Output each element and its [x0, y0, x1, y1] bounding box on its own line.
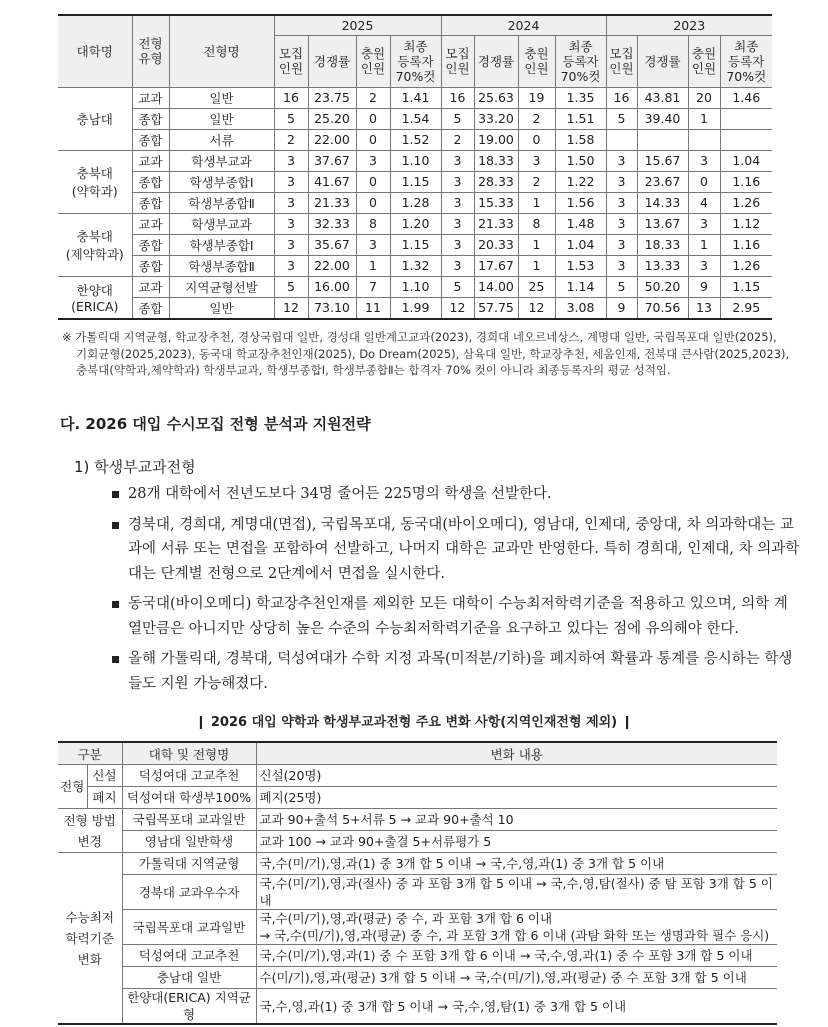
- change-cell: 폐지(25명): [256, 787, 777, 809]
- footnote-line: 기회균형(2025,2023), 동국대 학교장추천인재(2025), Do Dream(2025), 삼육대 일반, 학교장추천, 세움인재, 전북대 큰사람(2025,2023),: [76, 346, 790, 361]
- value-cell: 39.40: [637, 108, 688, 129]
- value-cell: 3: [274, 255, 308, 276]
- value-cell: [720, 129, 772, 150]
- admission-results-table: [58, 14, 772, 320]
- header-category: 구분: [58, 742, 122, 765]
- change-cell: 국,수(미/기),영,과(1) 중 3개 합 5 이내 → 국,수,영,과(1) 중 3개 합 5 이내: [256, 853, 777, 875]
- type-cell: 종합: [132, 192, 169, 213]
- value-cell: 0: [356, 129, 390, 150]
- value-cell: 1.58: [555, 129, 606, 150]
- change-cell: 신설(20명): [256, 765, 777, 787]
- univ-cell: 충남대: [58, 87, 132, 150]
- value-cell: 3: [606, 234, 637, 255]
- value-cell: 1: [518, 234, 555, 255]
- value-cell: 1.14: [555, 276, 606, 297]
- value-cell: 13.67: [637, 213, 688, 234]
- value-cell: 28.33: [474, 171, 518, 192]
- table-row: [58, 150, 772, 171]
- name-cell: 학생부종합Ⅱ: [169, 192, 274, 213]
- value-cell: 1.56: [555, 192, 606, 213]
- bullet-text: 28개 대학에서 전년도보다 34명 줄어든 225명의 학생을 선발한다.: [128, 486, 552, 502]
- table-row: [58, 945, 777, 967]
- value-cell: 1: [518, 192, 555, 213]
- table-header-row: [58, 742, 777, 765]
- value-cell: 23.67: [637, 171, 688, 192]
- change-cell: 교과 90+출석 5+서류 5 → 교과 90+출석 10: [256, 809, 777, 831]
- univ-cell: 덕성여대 고교추천: [122, 765, 256, 787]
- header-sub: 충원 인원: [356, 35, 390, 87]
- header-row-years: [58, 15, 772, 35]
- name-cell: 지역균형선발: [169, 276, 274, 297]
- value-cell: 11: [356, 297, 390, 319]
- value-cell: 1.52: [390, 129, 441, 150]
- value-cell: 41.67: [308, 171, 356, 192]
- type-cell: 종합: [132, 234, 169, 255]
- value-cell: 14.00: [474, 276, 518, 297]
- value-cell: 3: [274, 192, 308, 213]
- table-row: [58, 276, 772, 297]
- value-cell: 1.10: [390, 150, 441, 171]
- value-cell: 3: [688, 255, 720, 276]
- value-cell: 0: [688, 171, 720, 192]
- name-cell: 학생부교과: [169, 213, 274, 234]
- value-cell: 3: [688, 213, 720, 234]
- value-cell: 2: [518, 108, 555, 129]
- value-cell: 3: [441, 171, 474, 192]
- header-sub: 경쟁률: [474, 35, 518, 87]
- header-type: 전형 유형: [132, 15, 169, 87]
- value-cell: 1.10: [390, 276, 441, 297]
- name-cell: 학생부종합Ⅰ: [169, 171, 274, 192]
- value-cell: 18.33: [637, 234, 688, 255]
- type-cell: 교과: [132, 213, 169, 234]
- table-row: [58, 213, 772, 234]
- value-cell: 0: [518, 129, 555, 150]
- value-cell: 12: [274, 297, 308, 319]
- value-cell: 3: [606, 150, 637, 171]
- value-cell: 5: [606, 108, 637, 129]
- bullet-item: [110, 592, 800, 641]
- value-cell: 3: [688, 150, 720, 171]
- value-cell: 3: [606, 192, 637, 213]
- value-cell: 1.46: [720, 87, 772, 108]
- value-cell: [637, 129, 688, 150]
- table-row: [58, 787, 777, 809]
- value-cell: 1.22: [555, 171, 606, 192]
- value-cell: 14.33: [637, 192, 688, 213]
- type-cell: 종합: [132, 255, 169, 276]
- value-cell: 1.32: [390, 255, 441, 276]
- change-cell: 수(미/기),영,과(평균) 3개 합 5 이내 → 국,수(미/기),영,과(평균) 중 수 포함 3개 합 5 이내: [256, 967, 777, 989]
- value-cell: 1.15: [720, 276, 772, 297]
- univ-cell: 경북대 교과우수자: [122, 875, 256, 910]
- subsection-title: 1) 학생부교과전형: [74, 458, 196, 476]
- value-cell: 1.48: [555, 213, 606, 234]
- value-cell: 32.33: [308, 213, 356, 234]
- subcategory-cell: 신설: [87, 765, 122, 787]
- change-cell: 국,수(미/기),영,과(절사) 중 과 포함 3개 합 5 이내 → 국,수,영,탐(절사) 중 탐 포함 3개 합 5 이내: [256, 875, 777, 910]
- table-row: [58, 87, 772, 108]
- type-cell: 교과: [132, 87, 169, 108]
- value-cell: 13.33: [637, 255, 688, 276]
- value-cell: 22.00: [308, 129, 356, 150]
- value-cell: 1.20: [390, 213, 441, 234]
- table-row: [58, 171, 772, 192]
- univ-cell: 국립목포대 교과일반: [122, 910, 256, 945]
- value-cell: 21.33: [308, 192, 356, 213]
- value-cell: 25.20: [308, 108, 356, 129]
- bullet-item: [110, 482, 800, 507]
- header-name: 전형명: [169, 15, 274, 87]
- value-cell: 3: [274, 171, 308, 192]
- type-cell: 종합: [132, 108, 169, 129]
- header-sub: 모집 인원: [274, 35, 308, 87]
- value-cell: 73.10: [308, 297, 356, 319]
- value-cell: 3: [274, 234, 308, 255]
- value-cell: 1.12: [720, 213, 772, 234]
- value-cell: 15.67: [637, 150, 688, 171]
- type-cell: 종합: [132, 129, 169, 150]
- square-bullet-icon: [112, 491, 119, 498]
- table-row: [58, 875, 777, 910]
- value-cell: 20.33: [474, 234, 518, 255]
- value-cell: 3: [606, 255, 637, 276]
- univ-cell: 덕성여대 학생부100%: [122, 787, 256, 809]
- value-cell: 12: [518, 297, 555, 319]
- header-year: 2025: [274, 15, 441, 35]
- value-cell: [720, 108, 772, 129]
- value-cell: 1.53: [555, 255, 606, 276]
- value-cell: 22.00: [308, 255, 356, 276]
- value-cell: 3: [441, 150, 474, 171]
- table-row: [58, 255, 772, 276]
- bullet-text: 동국대(바이오메디) 학교장추천인재를 제외한 모든 대학이 수능최저학력기준을 적용하고 있으며, 의학 계열만큼은 아니지만 상당히 높은 수준의 수능최저학력기준을 요구하고 있다는 점에 유의해야 한다.: [128, 596, 788, 637]
- value-cell: 15.33: [474, 192, 518, 213]
- value-cell: 3.08: [555, 297, 606, 319]
- value-cell: 70.56: [637, 297, 688, 319]
- square-bullet-icon: [112, 656, 119, 663]
- value-cell: 1.26: [720, 255, 772, 276]
- value-cell: 3: [518, 150, 555, 171]
- value-cell: 37.67: [308, 150, 356, 171]
- value-cell: 1.26: [720, 192, 772, 213]
- subcategory-cell: 폐지: [87, 787, 122, 809]
- header-sub: 경쟁률: [637, 35, 688, 87]
- value-cell: 25: [518, 276, 555, 297]
- value-cell: 7: [356, 276, 390, 297]
- category-cell: 전형 방법 변경: [58, 809, 122, 853]
- univ-cell: 덕성여대 고교추천: [122, 945, 256, 967]
- table-caption: ❙ 2026 대입 약학과 학생부교과전형 주요 변화 사항(지역인재전형 제외) ❙: [195, 715, 633, 730]
- value-cell: 16: [606, 87, 637, 108]
- category-cell: 전형: [58, 765, 87, 809]
- change-cell: 국,수(미/기),영,과(1) 중 수 포함 3개 합 6 이내 → 국,수,영,과(1) 중 수 포함 3개 합 5 이내: [256, 945, 777, 967]
- table-row: [58, 910, 777, 945]
- value-cell: 3: [441, 234, 474, 255]
- value-cell: 3: [606, 213, 637, 234]
- value-cell: 1.54: [390, 108, 441, 129]
- name-cell: 서류: [169, 129, 274, 150]
- value-cell: 18.33: [474, 150, 518, 171]
- changes-table: [58, 741, 777, 1025]
- value-cell: 8: [518, 213, 555, 234]
- value-cell: 1.04: [555, 234, 606, 255]
- value-cell: 2: [356, 87, 390, 108]
- name-cell: 일반: [169, 108, 274, 129]
- value-cell: 16.00: [308, 276, 356, 297]
- bullet-list: [110, 482, 800, 702]
- value-cell: 5: [441, 276, 474, 297]
- value-cell: 1.99: [390, 297, 441, 319]
- value-cell: [606, 129, 637, 150]
- square-bullet-icon: [112, 522, 119, 529]
- value-cell: 4: [688, 192, 720, 213]
- univ-cell: 한양대 (ERICA): [58, 276, 132, 319]
- univ-cell: 국립목포대 교과일반: [122, 809, 256, 831]
- value-cell: 0: [356, 171, 390, 192]
- value-cell: 19.00: [474, 129, 518, 150]
- table-footnote: [62, 329, 802, 379]
- value-cell: 1: [688, 108, 720, 129]
- section-title: 다. 2026 대입 수시모집 전형 분석과 지원전략: [60, 415, 371, 433]
- value-cell: 1.50: [555, 150, 606, 171]
- value-cell: 0: [356, 108, 390, 129]
- value-cell: 57.75: [474, 297, 518, 319]
- value-cell: 21.33: [474, 213, 518, 234]
- value-cell: 25.63: [474, 87, 518, 108]
- value-cell: 16: [274, 87, 308, 108]
- table-row: [58, 129, 772, 150]
- univ-cell: 충남대 일반: [122, 967, 256, 989]
- value-cell: 9: [688, 276, 720, 297]
- value-cell: 1.15: [390, 234, 441, 255]
- value-cell: 1.28: [390, 192, 441, 213]
- header-sub: 충원 인원: [688, 35, 720, 87]
- table-row: [58, 809, 777, 831]
- value-cell: 9: [606, 297, 637, 319]
- value-cell: 1.41: [390, 87, 441, 108]
- table-row: [58, 234, 772, 255]
- footnote-line: ※ 가톨릭대 지역균형, 학교장추천, 경상국립대 일반, 경성대 일반계고교과(2023), 경희대 네오르네상스, 계명대 일반, 국립목포대 일반(2025),: [62, 330, 777, 344]
- value-cell: 0: [356, 192, 390, 213]
- value-cell: 3: [274, 213, 308, 234]
- value-cell: 2: [518, 171, 555, 192]
- value-cell: 33.20: [474, 108, 518, 129]
- table-row: [58, 989, 777, 1025]
- header-sub: 모집 인원: [441, 35, 474, 87]
- table-row: [58, 108, 772, 129]
- value-cell: 1: [688, 234, 720, 255]
- header-univ: 대학 및 전형명: [122, 742, 256, 765]
- value-cell: 20: [688, 87, 720, 108]
- value-cell: 12: [441, 297, 474, 319]
- value-cell: 2: [274, 129, 308, 150]
- change-cell: 국,수(미/기),영,과(평균) 중 수, 과 포함 3개 합 6 이내 → 국,수(미/기),영,과(평균) 중 수, 과 포함 3개 합 6 이내 (과탐 화학 또는 생명과학 필수 응시): [256, 910, 777, 945]
- header-sub: 모집 인원: [606, 35, 637, 87]
- header-sub: 최종 등록자 70%컷: [720, 35, 772, 87]
- value-cell: 1.51: [555, 108, 606, 129]
- value-cell: 5: [606, 276, 637, 297]
- value-cell: 23.75: [308, 87, 356, 108]
- value-cell: 17.67: [474, 255, 518, 276]
- value-cell: 43.81: [637, 87, 688, 108]
- univ-cell: 충북대 (제약학과): [58, 213, 132, 276]
- value-cell: 3: [441, 192, 474, 213]
- footnote-line: 충북대(약학과,제약학과) 학생부교과, 학생부종합Ⅰ, 학생부종합Ⅱ는 합격자 70% 컷이 아니라 최종등록자의 평균 성적임.: [76, 363, 671, 377]
- value-cell: 5: [274, 276, 308, 297]
- value-cell: 3: [441, 255, 474, 276]
- table-row: [58, 192, 772, 213]
- category-cell: 수능최저 학력기준 변화: [58, 853, 122, 1025]
- value-cell: 13: [688, 297, 720, 319]
- type-cell: 교과: [132, 276, 169, 297]
- value-cell: 2: [441, 129, 474, 150]
- value-cell: 2.95: [720, 297, 772, 319]
- value-cell: 16: [441, 87, 474, 108]
- table-row: [58, 831, 777, 853]
- value-cell: 5: [274, 108, 308, 129]
- value-cell: 8: [356, 213, 390, 234]
- value-cell: 3: [356, 150, 390, 171]
- bullet-text: 경북대, 경희대, 계명대(면접), 국립목포대, 동국대(바이오메디), 영남대, 인제대, 중앙대, 차 의과학대는 교과에 서류 또는 면접을 포함하여 선발하고, 나머지 대학은 교과만 반영한다. 특히 경희대, 인제대, 차 의과학대는 단계별 전형으로 2단계에서 면접을 실시한다.: [128, 516, 800, 582]
- change-cell: 국,수,영,과(1) 중 3개 합 5 이내 → 국,수,영,탐(1) 중 3개 합 5 이내: [256, 989, 777, 1025]
- value-cell: 1: [518, 255, 555, 276]
- value-cell: 1.15: [390, 171, 441, 192]
- value-cell: 19: [518, 87, 555, 108]
- name-cell: 일반: [169, 297, 274, 319]
- univ-cell: 가톨릭대 지역균형: [122, 853, 256, 875]
- table-row: [58, 297, 772, 319]
- table-row: [58, 853, 777, 875]
- univ-cell: 영남대 일반학생: [122, 831, 256, 853]
- value-cell: [688, 129, 720, 150]
- header-sub: 경쟁률: [308, 35, 356, 87]
- bullet-text: 올해 가톨릭대, 경북대, 덕성여대가 수학 지정 과목(미적분/기하)을 폐지하여 확률과 통계를 응시하는 학생들도 지원 가능해졌다.: [128, 651, 793, 692]
- type-cell: 종합: [132, 297, 169, 319]
- value-cell: 5: [441, 108, 474, 129]
- univ-cell: 한양대(ERICA) 지역균형: [122, 989, 256, 1025]
- value-cell: 1.35: [555, 87, 606, 108]
- name-cell: 학생부종합Ⅱ: [169, 255, 274, 276]
- value-cell: 50.20: [637, 276, 688, 297]
- bullet-item: [110, 647, 800, 696]
- name-cell: 일반: [169, 87, 274, 108]
- value-cell: 3: [356, 234, 390, 255]
- header-year: 2023: [606, 15, 772, 35]
- value-cell: 35.67: [308, 234, 356, 255]
- value-cell: 1.16: [720, 171, 772, 192]
- value-cell: 1.04: [720, 150, 772, 171]
- type-cell: 교과: [132, 150, 169, 171]
- header-sub: 최종 등록자 70%컷: [390, 35, 441, 87]
- header-sub: 최종 등록자 70%컷: [555, 35, 606, 87]
- value-cell: 1: [356, 255, 390, 276]
- type-cell: 종합: [132, 171, 169, 192]
- header-univ: 대학명: [58, 15, 132, 87]
- univ-cell: 충북대 (약학과): [58, 150, 132, 213]
- header-year: 2024: [441, 15, 606, 35]
- table-row: [58, 967, 777, 989]
- value-cell: 3: [441, 213, 474, 234]
- header-change: 변화 내용: [256, 742, 777, 765]
- change-cell: 교과 100 → 교과 90+출결 5+서류평가 5: [256, 831, 777, 853]
- value-cell: 3: [274, 150, 308, 171]
- header-sub: 충원 인원: [518, 35, 555, 87]
- name-cell: 학생부종합Ⅰ: [169, 234, 274, 255]
- bullet-item: [110, 513, 800, 587]
- square-bullet-icon: [112, 601, 119, 608]
- name-cell: 학생부교과: [169, 150, 274, 171]
- value-cell: 3: [606, 171, 637, 192]
- value-cell: 1.16: [720, 234, 772, 255]
- table-row: [58, 765, 777, 787]
